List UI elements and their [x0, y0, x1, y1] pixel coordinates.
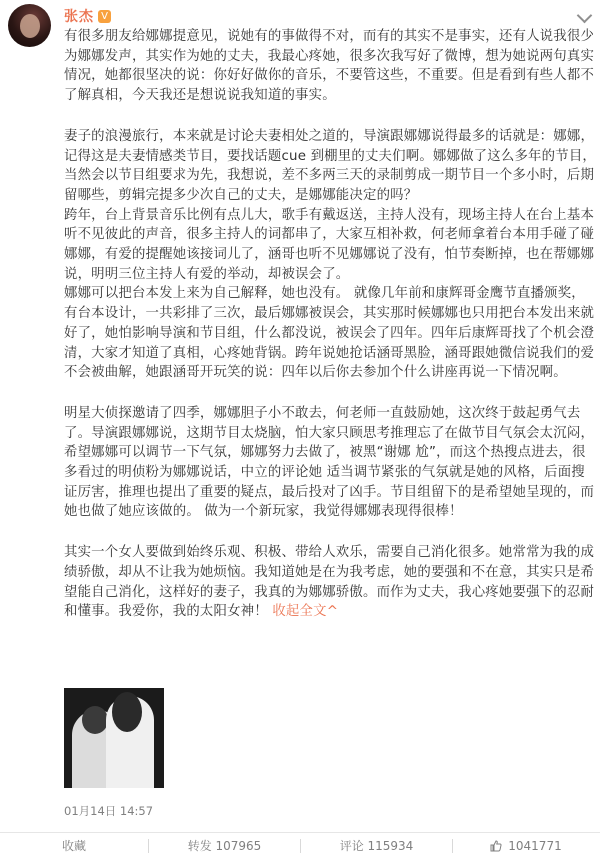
collapse-text-label: 收起全文: [272, 604, 327, 620]
like-count: 1041771: [508, 838, 562, 853]
avatar[interactable]: [8, 4, 51, 47]
repost-label: 转发 107965: [187, 839, 262, 853]
comment-button[interactable]: [301, 837, 452, 854]
favorite-label: 收藏: [61, 839, 86, 853]
author-row: [64, 6, 111, 26]
like-button[interactable]: [453, 839, 599, 853]
post-paragraph-text: 其实一个女人要做到始终乐观、积极、带给人欢乐，需要自己消化很多。她常常为我的成绩骄傲，却从不让我为她烦恼。我知道她是在为我考虑，她的要强和不在意，其实只是希望能自己消化，这样好的妻子，我真的为娜娜骄傲。而作为丈夫，我心疼她要强下的忍耐和懂事。我爱你，我的太阳女神！: [64, 545, 595, 620]
post-image[interactable]: [64, 688, 164, 788]
post-paragraph: 有很多朋友给娜娜提意见，说她有的事做得不对，而有的其实不是事实，还有人说我很少为娜娜发声，其实作为她的丈夫，我最心疼她，很多次我写好了微博，想为她说两句真实情况，她都很坚决的说：你好好做你的音乐，不要管这些，不重要。但是看到有些人都不了解真相，今天我还是想说说我知道的事实。: [64, 29, 595, 104]
post-paragraph: 明星大侦探邀请了四季，娜娜胆子小不敢去，何老师一直鼓励她，这次终于鼓起勇气去了。导演跟娜娜说，这期节目太烧脑，怕大家只顾思考推理忘了在做节目气氛会太沉闷，希望娜娜可以调节一下气氛，娜娜努力去做了，被黑“谢娜 尬”，而这个热搜点进去，很多看过的明侦粉为娜娜说话，中立的评论她 适当调节紧张的气氛就是她的风格，后面搜证厉害，推理也提出了重要的疑点，最后投对了凶手。节目组留下的是希望她呈现的，而她也做了她应该做的。 做为一个新玩家，我觉得娜娜表现得很棒！: [64, 405, 595, 520]
post-timestamp[interactable]: 01月14日 14:57: [64, 804, 154, 818]
verified-badge-icon: V: [98, 10, 111, 23]
comment-label: 评论 115934: [339, 839, 414, 853]
post-content: [64, 27, 596, 622]
post-paragraph: 妻子的浪漫旅行，本来就是讨论夫妻相处之道的，导演跟娜娜说得最多的话就是：娜娜，记得这是夫妻情感类节目，要找话题cue 到棚里的丈夫们啊。娜娜做了这么多年的节目，当然会以节目组要求为先，我想说，差不多两三天的录制剪成一期节目一个多小时，后期留哪些，剪辑完提多少次自己的丈夫，是娜娜能决定的吗？ 跨年，台上背景音乐比例有点儿大，歌手有戴返送，主持人没有，现场主持人在台上基本听不见彼此的声音，很多主持人的词都串了，大家互相补救，何老师拿着台本用手碰了碰娜娜，有爱的提醒她该接词儿了，涵哥也听不见娜娜说了没有，怕节奏断掉，也在帮娜娜说，明明三位主持人有爱的举动，却被误会了。 娜娜可以把台本发上来为自己解释，她也没有。 就像几年前和康辉哥金鹰节直播颁奖，有台本设计，一共彩排了三次，最后娜娜被误会，其实那时候娜娜也只用把台本发出来就好了，她怕影响导演和节目组，什么都没说，被误会了四年。四年后康辉哥找了个机会澄清，大家才知道了真相，心疼她背锅。跨年说她抢话涵哥黑脸，涵哥跟她微信说我们的爱不会被曲解，她跟涵哥开玩笑的说：四年以后你去参加个什么讲座再说一下情况啊。: [64, 128, 596, 381]
collapse-text-link[interactable]: [268, 604, 338, 619]
repost-button[interactable]: [149, 837, 300, 854]
chevron-down-icon[interactable]: [577, 8, 593, 24]
author-name[interactable]: 张杰: [64, 9, 94, 25]
post-paragraph: [64, 543, 596, 622]
caret-up-icon: ^: [326, 604, 339, 620]
thumbs-up-icon: [490, 840, 502, 852]
favorite-button[interactable]: [0, 837, 148, 854]
action-bar: [0, 833, 600, 858]
